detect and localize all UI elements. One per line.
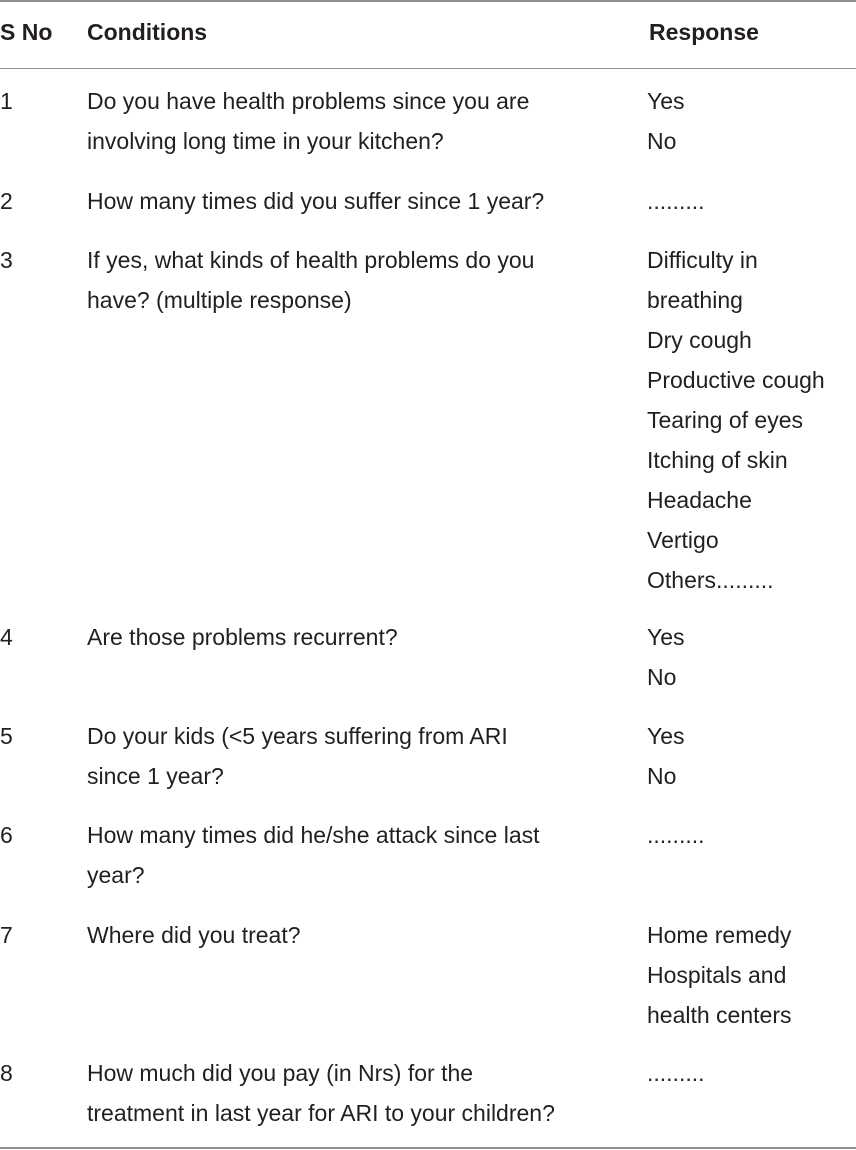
condition-line: treatment in last year for ARI to your children? (87, 1100, 555, 1126)
row-number: 6 (0, 822, 13, 848)
response-option: Dry cough (647, 327, 752, 353)
header-conditions: Conditions (87, 19, 208, 45)
response-option: Others......... (647, 567, 774, 593)
header-rule (0, 68, 856, 69)
condition-cell (87, 815, 627, 895)
condition-line: How many times did he/she attack since last (87, 822, 540, 848)
response-option: Itching of skin (647, 447, 788, 473)
condition-line: year? (87, 862, 145, 888)
response-option: Difficulty in (647, 247, 758, 273)
condition-cell (87, 181, 627, 221)
response-blank: ......... (647, 188, 705, 214)
condition-line: Where did you treat? (87, 922, 301, 948)
response-option: Vertigo (647, 527, 719, 553)
response-option: Headache (647, 487, 752, 513)
table-top-rule (0, 0, 856, 2)
response-option: Yes (647, 723, 685, 749)
condition-cell (87, 716, 627, 796)
response-option: No (647, 763, 677, 789)
response-cell (647, 915, 856, 1035)
header-response: Response (649, 19, 759, 45)
condition-line: How many times did you suffer since 1 year? (87, 188, 545, 214)
condition-cell (87, 240, 627, 320)
condition-line: Do you have health problems since you are (87, 88, 530, 114)
response-option: No (647, 664, 677, 690)
response-option: Productive cough (647, 367, 825, 393)
row-number: 3 (0, 247, 13, 273)
condition-line: Are those problems recurrent? (87, 624, 398, 650)
response-option: Home remedy (647, 922, 792, 948)
response-cell (647, 815, 856, 855)
response-cell (647, 1053, 856, 1093)
response-cell (647, 240, 856, 600)
response-cell (647, 181, 856, 221)
response-blank: ......... (647, 1060, 705, 1086)
condition-line: If yes, what kinds of health problems do you (87, 247, 535, 273)
row-number: 7 (0, 922, 13, 948)
response-option: Hospitals and (647, 962, 787, 988)
condition-cell (87, 81, 627, 161)
response-cell (647, 716, 856, 796)
response-option: No (647, 128, 677, 154)
condition-cell (87, 1053, 627, 1133)
row-number: 8 (0, 1060, 13, 1086)
row-number: 4 (0, 624, 13, 650)
row-number: 2 (0, 188, 13, 214)
condition-line: How much did you pay (in Nrs) for the (87, 1060, 474, 1086)
condition-line: have? (multiple response) (87, 287, 352, 313)
response-option: Yes (647, 88, 685, 114)
response-blank: ......... (647, 822, 705, 848)
response-option: Yes (647, 624, 685, 650)
condition-cell (87, 617, 627, 657)
header-sno: S No (0, 19, 53, 45)
table-bottom-rule (0, 1147, 856, 1149)
condition-line: Do your kids (<5 years suffering from ARI (87, 723, 508, 749)
condition-line: involving long time in your kitchen? (87, 128, 444, 154)
row-number: 1 (0, 88, 13, 114)
condition-cell (87, 915, 627, 955)
response-cell (647, 617, 856, 697)
response-option: health centers (647, 1002, 792, 1028)
response-option: Tearing of eyes (647, 407, 803, 433)
condition-line: since 1 year? (87, 763, 224, 789)
row-number: 5 (0, 723, 13, 749)
response-cell (647, 81, 856, 161)
response-option: breathing (647, 287, 743, 313)
